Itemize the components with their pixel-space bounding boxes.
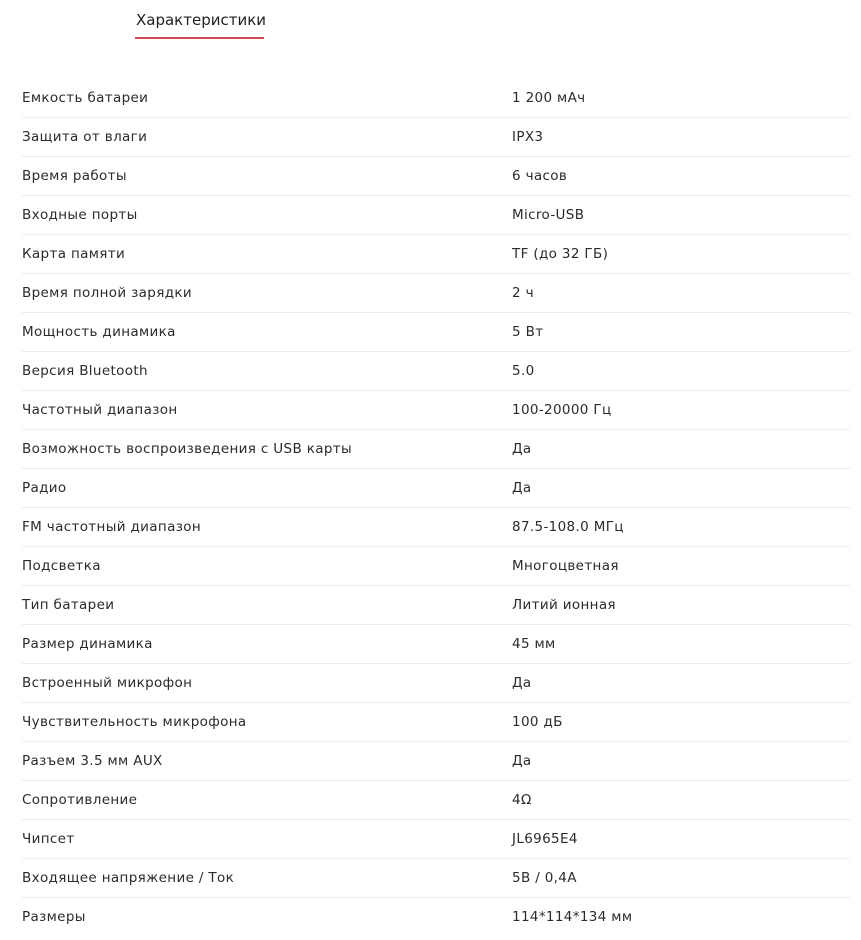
- specs-table: [22, 79, 850, 937]
- spec-name: Время работы: [22, 168, 127, 184]
- spec-name: Версия Bluetooth: [22, 363, 148, 379]
- spec-name: Сопротивление: [22, 792, 138, 808]
- spec-value: 1 200 мАч: [512, 90, 586, 106]
- spec-name: Тип батареи: [22, 597, 115, 613]
- active-tab-indicator: [135, 37, 264, 39]
- spec-name: Время полной зарядки: [22, 285, 193, 301]
- spec-value: Да: [512, 480, 532, 496]
- spec-row: [22, 547, 850, 586]
- spec-row: [22, 664, 850, 703]
- spec-name: Радио: [22, 480, 67, 496]
- spec-value: 5.0: [512, 363, 535, 379]
- spec-row: [22, 196, 850, 235]
- spec-value: 100 дБ: [512, 714, 563, 730]
- spec-row: [22, 781, 850, 820]
- spec-name: Размер динамика: [22, 636, 153, 652]
- spec-value: Многоцветная: [512, 558, 619, 574]
- spec-value: TF (до 32 ГБ): [512, 246, 609, 262]
- spec-value: 6 часов: [512, 168, 568, 184]
- spec-value: Литий ионная: [512, 597, 616, 613]
- spec-row: [22, 391, 850, 430]
- spec-row: [22, 79, 850, 118]
- spec-row: [22, 313, 850, 352]
- spec-row: [22, 742, 850, 781]
- spec-name: Мощность динамика: [22, 324, 176, 340]
- spec-name: FM частотный диапазон: [22, 519, 202, 535]
- spec-name: Входящее напряжение / Ток: [22, 870, 235, 886]
- spec-name: Частотный диапазон: [22, 402, 178, 418]
- spec-name: Чувствительность микрофона: [22, 714, 247, 730]
- spec-row: [22, 703, 850, 742]
- spec-row: [22, 352, 850, 391]
- spec-name: Чипсет: [22, 831, 75, 847]
- spec-name: Подсветка: [22, 558, 101, 574]
- spec-value: 5В / 0,4А: [512, 870, 577, 886]
- spec-name: Возможность воспроизведения с USB карты: [22, 441, 352, 457]
- spec-value: JL6965E4: [512, 831, 578, 847]
- spec-name: Встроенный микрофон: [22, 675, 193, 691]
- tab-characteristics[interactable]: Характеристики: [136, 11, 267, 29]
- spec-value: Да: [512, 753, 532, 769]
- spec-row: [22, 235, 850, 274]
- spec-row: [22, 898, 850, 937]
- tab-bar: [0, 0, 861, 42]
- spec-value: 45 мм: [512, 636, 556, 652]
- spec-value: 5 Вт: [512, 324, 544, 340]
- spec-row: [22, 274, 850, 313]
- spec-row: [22, 820, 850, 859]
- spec-value: 87.5-108.0 МГц: [512, 519, 624, 535]
- spec-value: Да: [512, 675, 532, 691]
- spec-row: [22, 469, 850, 508]
- spec-value: 114*114*134 мм: [512, 909, 633, 925]
- spec-value: IPX3: [512, 129, 544, 145]
- spec-value: Да: [512, 441, 532, 457]
- spec-value: 2 ч: [512, 285, 534, 301]
- spec-name: Размеры: [22, 909, 86, 925]
- spec-row: [22, 430, 850, 469]
- spec-name: Входные порты: [22, 207, 138, 223]
- spec-row: [22, 859, 850, 898]
- spec-row: [22, 508, 850, 547]
- spec-row: [22, 118, 850, 157]
- spec-name: Защита от влаги: [22, 129, 148, 145]
- spec-name: Разъем 3.5 мм AUX: [22, 753, 163, 769]
- spec-name: Карта памяти: [22, 246, 126, 262]
- spec-row: [22, 625, 850, 664]
- spec-value: Micro-USB: [512, 207, 585, 223]
- spec-row: [22, 586, 850, 625]
- spec-name: Емкость батареи: [22, 90, 149, 106]
- spec-value: 4Ω: [512, 792, 532, 808]
- spec-row: [22, 157, 850, 196]
- spec-value: 100-20000 Гц: [512, 402, 612, 418]
